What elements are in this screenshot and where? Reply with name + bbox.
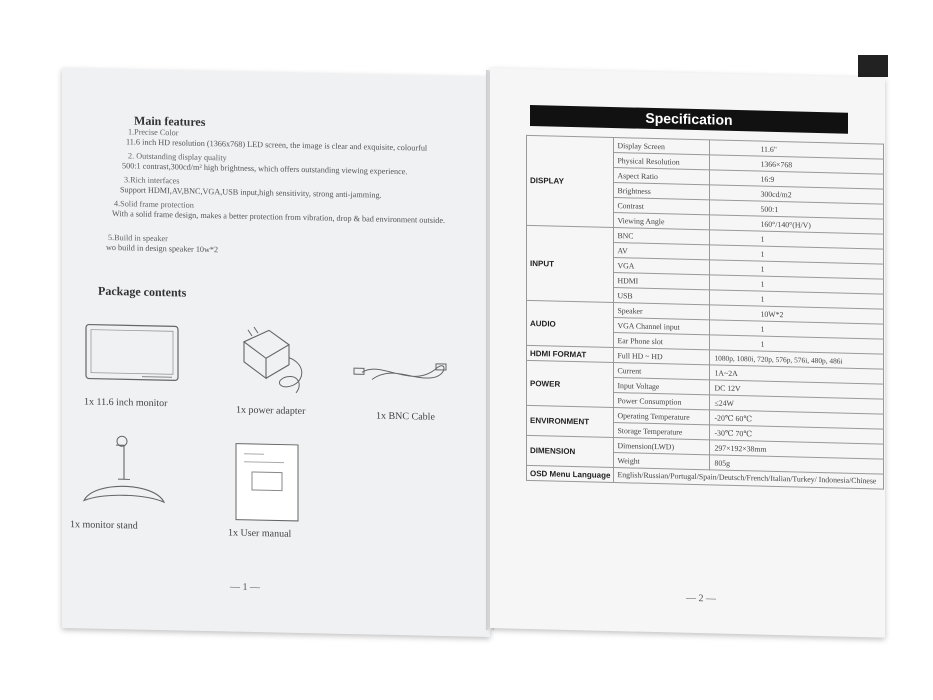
spec-name: BNC [614, 228, 710, 245]
specification-title: Specification [530, 105, 848, 134]
spec-value: 1A~2A [710, 365, 884, 384]
feature-5 [106, 233, 218, 254]
feature-3 [106, 175, 382, 200]
spec-value: 300cd/m2 [710, 185, 884, 204]
spec-value: 16:9 [710, 170, 884, 189]
monitor-icon [82, 320, 182, 384]
manual-page-right [490, 68, 885, 638]
spec-name: Current [614, 363, 710, 380]
user-manual-icon [234, 442, 300, 523]
spec-value: 1366×768 [710, 155, 884, 174]
spec-name: Operating Temperature [614, 408, 710, 425]
feature-title: 4.Solid frame protection [114, 199, 194, 210]
feature-text: With a solid frame design, makes a better protection from vibration, drop & bad environment outside. [112, 208, 445, 225]
spec-value: 500:1 [710, 200, 884, 219]
spec-category: OSD Menu Language [527, 465, 614, 482]
spec-value: English/Russian/Portugal/Spain/Deutsch/French/Italian/Turkey/ Indonesia/Chinese [614, 468, 884, 490]
page-number: — 1 — [230, 581, 260, 594]
spec-name: Display Screen [614, 138, 710, 155]
spec-name: Speaker [614, 303, 710, 320]
spec-category: DIMENSION [527, 435, 614, 467]
bnc-cable-icon [352, 354, 452, 396]
feature-2 [106, 151, 407, 176]
spec-name: Aspect Ratio [614, 168, 710, 185]
spec-value: 1 [710, 335, 884, 354]
package-item-monitor: 1x 11.6 inch monitor [84, 396, 168, 410]
spec-value: 1080p, 1080i, 720p, 576p, 576i, 480p, 486i [710, 350, 884, 369]
spec-category: DISPLAY [527, 135, 614, 227]
spec-category: AUDIO [527, 300, 614, 347]
spec-value: 805g [710, 455, 884, 474]
spec-name: Power Consumption [614, 393, 710, 410]
spec-value: ≤24W [710, 395, 884, 414]
spec-name: USB [614, 288, 710, 305]
spec-category: HDMI FORMAT [527, 345, 614, 362]
spec-category: INPUT [527, 225, 614, 302]
spec-name: Viewing Angle [614, 213, 710, 230]
spec-name: VGA [614, 258, 710, 275]
feature-text: wo build in design speaker 10w*2 [106, 242, 219, 254]
feature-text: 500:1 contrast,300cd/m² high brightness, which offers outstanding viewing experience. [122, 160, 408, 176]
spec-category: ENVIRONMENT [527, 405, 614, 437]
feature-title: 2. Outstanding display quality [128, 151, 227, 163]
spec-name: Contrast [614, 198, 710, 215]
manual-page-left [62, 68, 490, 637]
feature-text: Support HDMI,AV,BNC,VGA,USB input,high sensitivity, strong anti-jamming. [120, 184, 382, 200]
monitor-stand-icon [74, 430, 174, 512]
spec-category: POWER [527, 360, 614, 407]
spec-value: -30℃ 70℃ [710, 425, 884, 444]
spec-name: AV [614, 243, 710, 260]
spec-value: 11.6" [710, 140, 884, 159]
package-item-power-adapter: 1x power adapter [236, 404, 306, 418]
spec-name: Physical Resolution [614, 153, 710, 170]
spec-value: DC 12V [710, 380, 884, 399]
feature-title: 5.Build in speaker [108, 232, 168, 244]
spec-value: 160°/140°(H/V) [710, 215, 884, 234]
feature-title: 1.Precise Color [128, 127, 179, 138]
spec-value: 1 [710, 260, 884, 279]
spec-value: 1 [710, 230, 884, 249]
specification-table [526, 135, 884, 490]
feature-1 [106, 127, 427, 153]
spec-name: HDMI [614, 273, 710, 290]
main-features-heading: Main features [134, 113, 206, 130]
spec-name: Full HD ~ HD [614, 348, 710, 365]
binder-tab [858, 55, 888, 77]
feature-4 [106, 199, 456, 225]
feature-title: 3.Rich interfaces [124, 175, 180, 186]
spec-name: Input Voltage [614, 378, 710, 395]
page-number: — 2 — [686, 592, 716, 605]
package-item-user-manual: 1x User manual [228, 527, 292, 540]
spec-value: 297×192×38mm [710, 440, 884, 459]
spec-name: Brightness [614, 183, 710, 200]
spec-name: Dimension(LWD) [614, 438, 710, 455]
power-adapter-icon [234, 322, 314, 399]
spec-name: Storage Temperature [614, 423, 710, 440]
package-item-bnc-cable: 1x BNC Cable [376, 410, 435, 423]
spec-name: Weight [614, 453, 710, 470]
spec-value: 1 [710, 245, 884, 264]
spec-value: 1 [710, 290, 884, 309]
spec-value: 1 [710, 320, 884, 339]
spec-value: 1 [710, 275, 884, 294]
spec-name: VGA Channel input [614, 318, 710, 335]
spec-name: Ear Phone slot [614, 333, 710, 350]
spec-value: -20℃ 60℃ [710, 410, 884, 429]
spec-value: 10W*2 [710, 305, 884, 324]
feature-text: 11.6 inch HD resolution (1366x768) LED screen, the image is clear and exquisite, colourful [126, 136, 428, 153]
package-item-monitor-stand: 1x monitor stand [70, 519, 138, 532]
package-contents-heading: Package contents [98, 283, 187, 300]
